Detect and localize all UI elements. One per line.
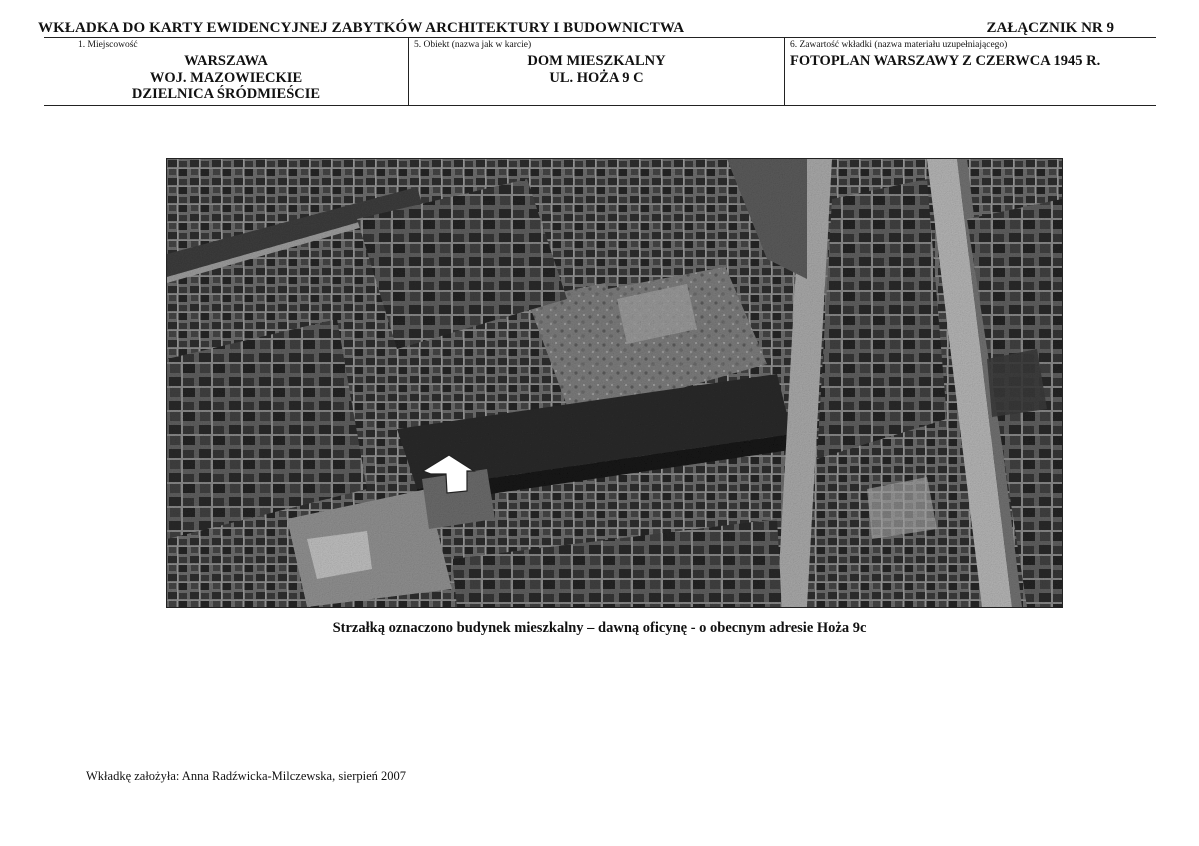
contents-value xyxy=(790,53,1162,70)
object-value xyxy=(409,53,784,86)
contents-label: 6. Zawartość wkładki (nazwa materiału uzupełniającego) xyxy=(790,40,1008,50)
object-line-address: UL. HOŻA 9 C xyxy=(549,69,644,86)
aerial-photo xyxy=(166,158,1063,608)
metadata-table xyxy=(44,37,1156,106)
document-title: WKŁADKA DO KARTY EWIDENCYJNEJ ZABYTKÓW ARCHITEKTURY I BUDOWNICTWA xyxy=(38,20,685,36)
object-cell xyxy=(408,38,784,105)
locality-value xyxy=(44,53,408,103)
annex-number: ZAŁĄCZNIK NR 9 xyxy=(986,20,1114,36)
object-label: 5. Obiekt (nazwa jak w karcie) xyxy=(414,40,532,50)
contents-cell xyxy=(784,38,1157,105)
locality-cell xyxy=(44,38,408,105)
locality-line-city: WARSZAWA xyxy=(184,53,268,69)
locality-line-district: DZIELNICA ŚRÓDMIEŚCIE xyxy=(131,86,321,102)
locality-label: 1. Miejscowość xyxy=(78,40,138,50)
photo-caption: Strzałką oznaczono budynek mieszkalny – dawną oficynę - o obecnym adresie Hoża 9c xyxy=(332,620,867,636)
object-line-name: DOM MIESZKALNY xyxy=(527,53,666,69)
aerial-photo-graphic xyxy=(167,159,1062,607)
document-header xyxy=(38,20,1156,38)
author-note: Wkładkę założyła: Anna Radźwicka-Milczewska, sierpień 2007 xyxy=(86,769,407,783)
locality-line-voivodeship: WOJ. MAZOWIECKIE xyxy=(149,69,303,86)
contents-line-material: FOTOPLAN WARSZAWY Z CZERWCA 1945 R. xyxy=(790,53,1101,69)
